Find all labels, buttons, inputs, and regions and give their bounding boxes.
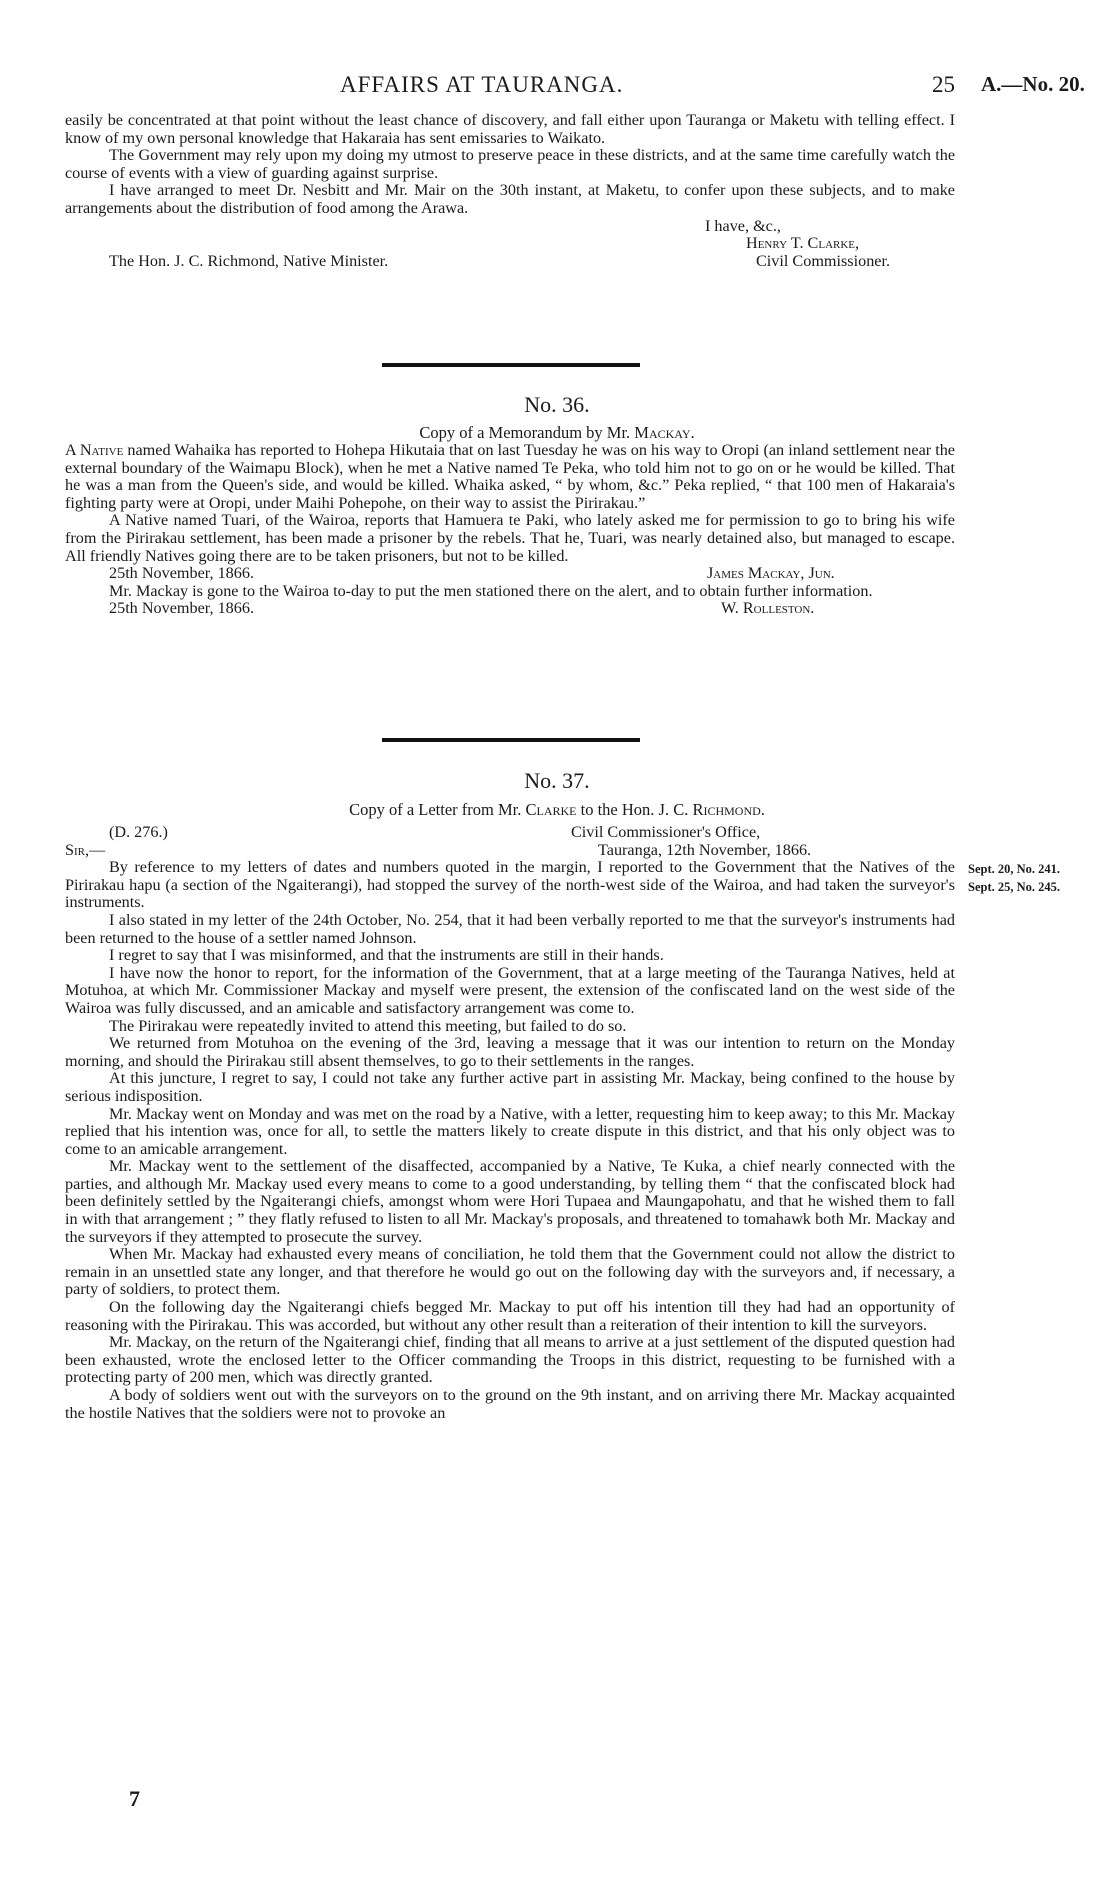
page-number: 25 [932,72,955,97]
paragraph: We returned from Motuhoa on the evening of the 3rd, leaving a message that it was our intention to return on the Monday morning, and should the Pirirakau still absent themselves, to go to their settlements in the ranges. [65,1034,955,1070]
paragraph: The Government may rely upon my doing my utmost to preserve peace in these districts, and at the same time carefully watch the course of events with a view of guarding against surprise. [65,146,955,182]
section-divider [382,363,640,367]
salutation-row [65,842,955,860]
subtitle-part: Copy of a Letter from Mr. [349,800,522,819]
letter-reference: (D. 276.) [109,823,168,841]
paragraph [65,442,955,512]
section-36-subtitle [0,423,1114,443]
paragraph: Mr. Mackay went on Monday and was met on the road by a Native, with a letter, requesting him to keep away; to this Mr. Mackay replied that his intention was, once for all, to settle the matters likely to create dispute in this district, and that his only object was to come to an amicable arrangement. [65,1104,955,1158]
signature: W. Rolleston. [721,599,815,618]
paragraph: Mr. Mackay is gone to the Wairoa to-day to put the men stationed there on the alert, and to obtain further information. [109,581,873,600]
subtitle-part: Richmond. [692,800,765,819]
place-date: Tauranga, 12th November, 1866. [598,840,812,859]
paragraph: Mr. Mackay went to the settlement of the disaffected, accompanied by a Native, Te Kuka, a chief nearly connected with the parties, and although Mr. Mackay used every means to come to a good understanding, by telling them “ that the confiscated block had been definitely settled by the Ngaiterangi chiefs, amongst whom were Hori Tupaea and Maungapohatu, and that he wished them to fall in with that arrangement ; ” they flatly refused to listen to all Mr. Mackay's proposals, and threatened to tomahawk both Mr. Mackay and the surveyors if they attempted to prosecute the survey. [65,1157,955,1246]
office: Civil Commissioner's Office, [571,823,761,841]
addressee-row [65,253,955,271]
signer-title: Civil Commissioner. [756,251,891,270]
date-signature-row [65,565,955,583]
subtitle-prefix: Copy of a Memorandum by Mr. [419,423,631,442]
date-signature-row [65,600,955,618]
margin-note: Sept. 20, No. 241. [968,862,1061,876]
date: 25th November, 1866. [109,599,255,618]
paragraph: On the following day the Ngaiterangi chiefs begged Mr. Mackay to put off his intention till they had had an opportunity of reasoning with the Pirirakau. This was accorded, but without any other result than a reiteration of their intention to kill the surveyors. [65,1298,955,1334]
document-reference: A.—No. 20. [981,72,1085,96]
margin-note: Sept. 25, No. 245. [968,880,1061,894]
paragraph: Mr. Mackay, on the return of the Ngaiterangi chief, finding that all means to arrive at a just settlement of the disputed question had been exhausted, wrote the enclosed letter to the Officer commanding the Troops in this district, requesting to be furnished with a protecting party of 200 men, which was directly granted. [65,1333,955,1387]
section-divider [382,738,640,742]
subtitle-part: Clarke [525,800,577,819]
running-title: AFFAIRS AT TAURANGA. [340,72,624,97]
letter-body [65,824,955,1422]
signer-name: Henry T. Clarke, [746,234,860,253]
paragraph: The Pirirakau were repeatedly invited to attend this meeting, but failed to do so. [109,1016,627,1035]
paragraph: I have now the honor to report, for the information of the Government, that at a large meeting of the Tauranga Natives, held at Motuhoa, at which Mr. Commissioner Mackay and myself were present, the extension of the confiscated land on the west side of the Wairoa was fully discussed, and an amicable and satisfactory arrangement was come to. [65,963,955,1017]
letter-continuation [65,112,955,270]
signature: James Mackay, Jun. [707,564,835,583]
signature-mark: 7 [129,1786,140,1811]
ref-office-row [65,824,955,842]
date: 25th November, 1866. [109,564,255,583]
page-header [0,72,1114,102]
paragraph: When Mr. Mackay had exhausted every means of conciliation, he told them that the Government could not allow the district to remain in an unsettled state any longer, and that therefore he would go out on the following day with the surveyors and, if necessary, a party of soldiers, to protect them. [65,1245,955,1299]
addressee: The Hon. J. C. Richmond, Native Minister. [109,251,389,270]
paragraph: I also stated in my letter of the 24th October, No. 254, that it had been verbally reported to me that the surveyor's instruments had been returned to the house of a settler named Johnson. [65,910,955,947]
salutation: Sir,— [65,840,106,859]
paragraph: By reference to my letters of dates and numbers quoted in the margin, I reported to the Government that the Natives of the Pirirakau hapu (a section of the Ngaiterangi), had stopped the survey of the north-west side of the Wairoa, and had taken the surveyor's instruments. [65,858,955,912]
paragraph: At this juncture, I regret to say, I could not take any further active part in assisting Mr. Mackay, being confined to the house by serious indisposition. [65,1069,955,1105]
section-number-36: No. 36. [524,392,590,417]
closing-row [65,218,955,236]
paragraph: A body of soldiers went out with the surveyors on to the ground on the 9th instant, and on arriving there Mr. Mackay acquainted the hostile Natives that the soldiers were not to provoke an [65,1386,955,1422]
subtitle-part: to the Hon. J. C. [580,800,689,819]
signer-row [65,235,955,253]
section-37-subtitle [0,800,1114,820]
paragraph: A Native named Tuari, of the Wairoa, reports that Hamuera te Paki, who lately asked me for permission to go to bring his wife from the Pirirakau settlement, has been made a prisoner by the rebels. That he, Tuari, was nearly detained also, but managed to escape. All friendly Natives going there are to be taken prisoners, but not to be killed. [65,511,955,565]
paragraph: I have arranged to meet Dr. Nesbitt and Mr. Mair on the 30th instant, at Maketu, to confer upon these subjects, and to make arrangements about the distribution of food among the Arawa. [65,181,955,217]
closing: I have, &c., [705,216,781,235]
memorandum-body [65,442,955,618]
section-number-37: No. 37. [524,768,590,793]
paragraph: I regret to say that I was misinformed, and that the instruments are still in their hands. [109,946,664,965]
lead-word: A Native [65,441,124,459]
paragraph-text: named Wahaika has reported to Hohepa Hikutaia that on last Tuesday he was on his way to Oropi (an inland settlement near the external boundary of the Waimapu Block), when he met a Native named Te Peka, who told him not to go on or he would be killed. That he was a man from the Queen's side, and would be killed. Whaika asked, “ by whom, &c.” Peka replied, “ that 100 men of Hakaraia's fighting party were at Oropi, under Maihi Pohepohe, on their way to assist the Pirirakau.” [65,441,955,512]
subtitle-name: Mackay. [634,423,695,442]
paragraph: easily be concentrated at that point without the least chance of discovery, and fall either upon Tauranga or Maketu with telling effect. I know of my own personal knowledge that Hakaraia has sent emissaries to Waikato. [65,111,955,147]
